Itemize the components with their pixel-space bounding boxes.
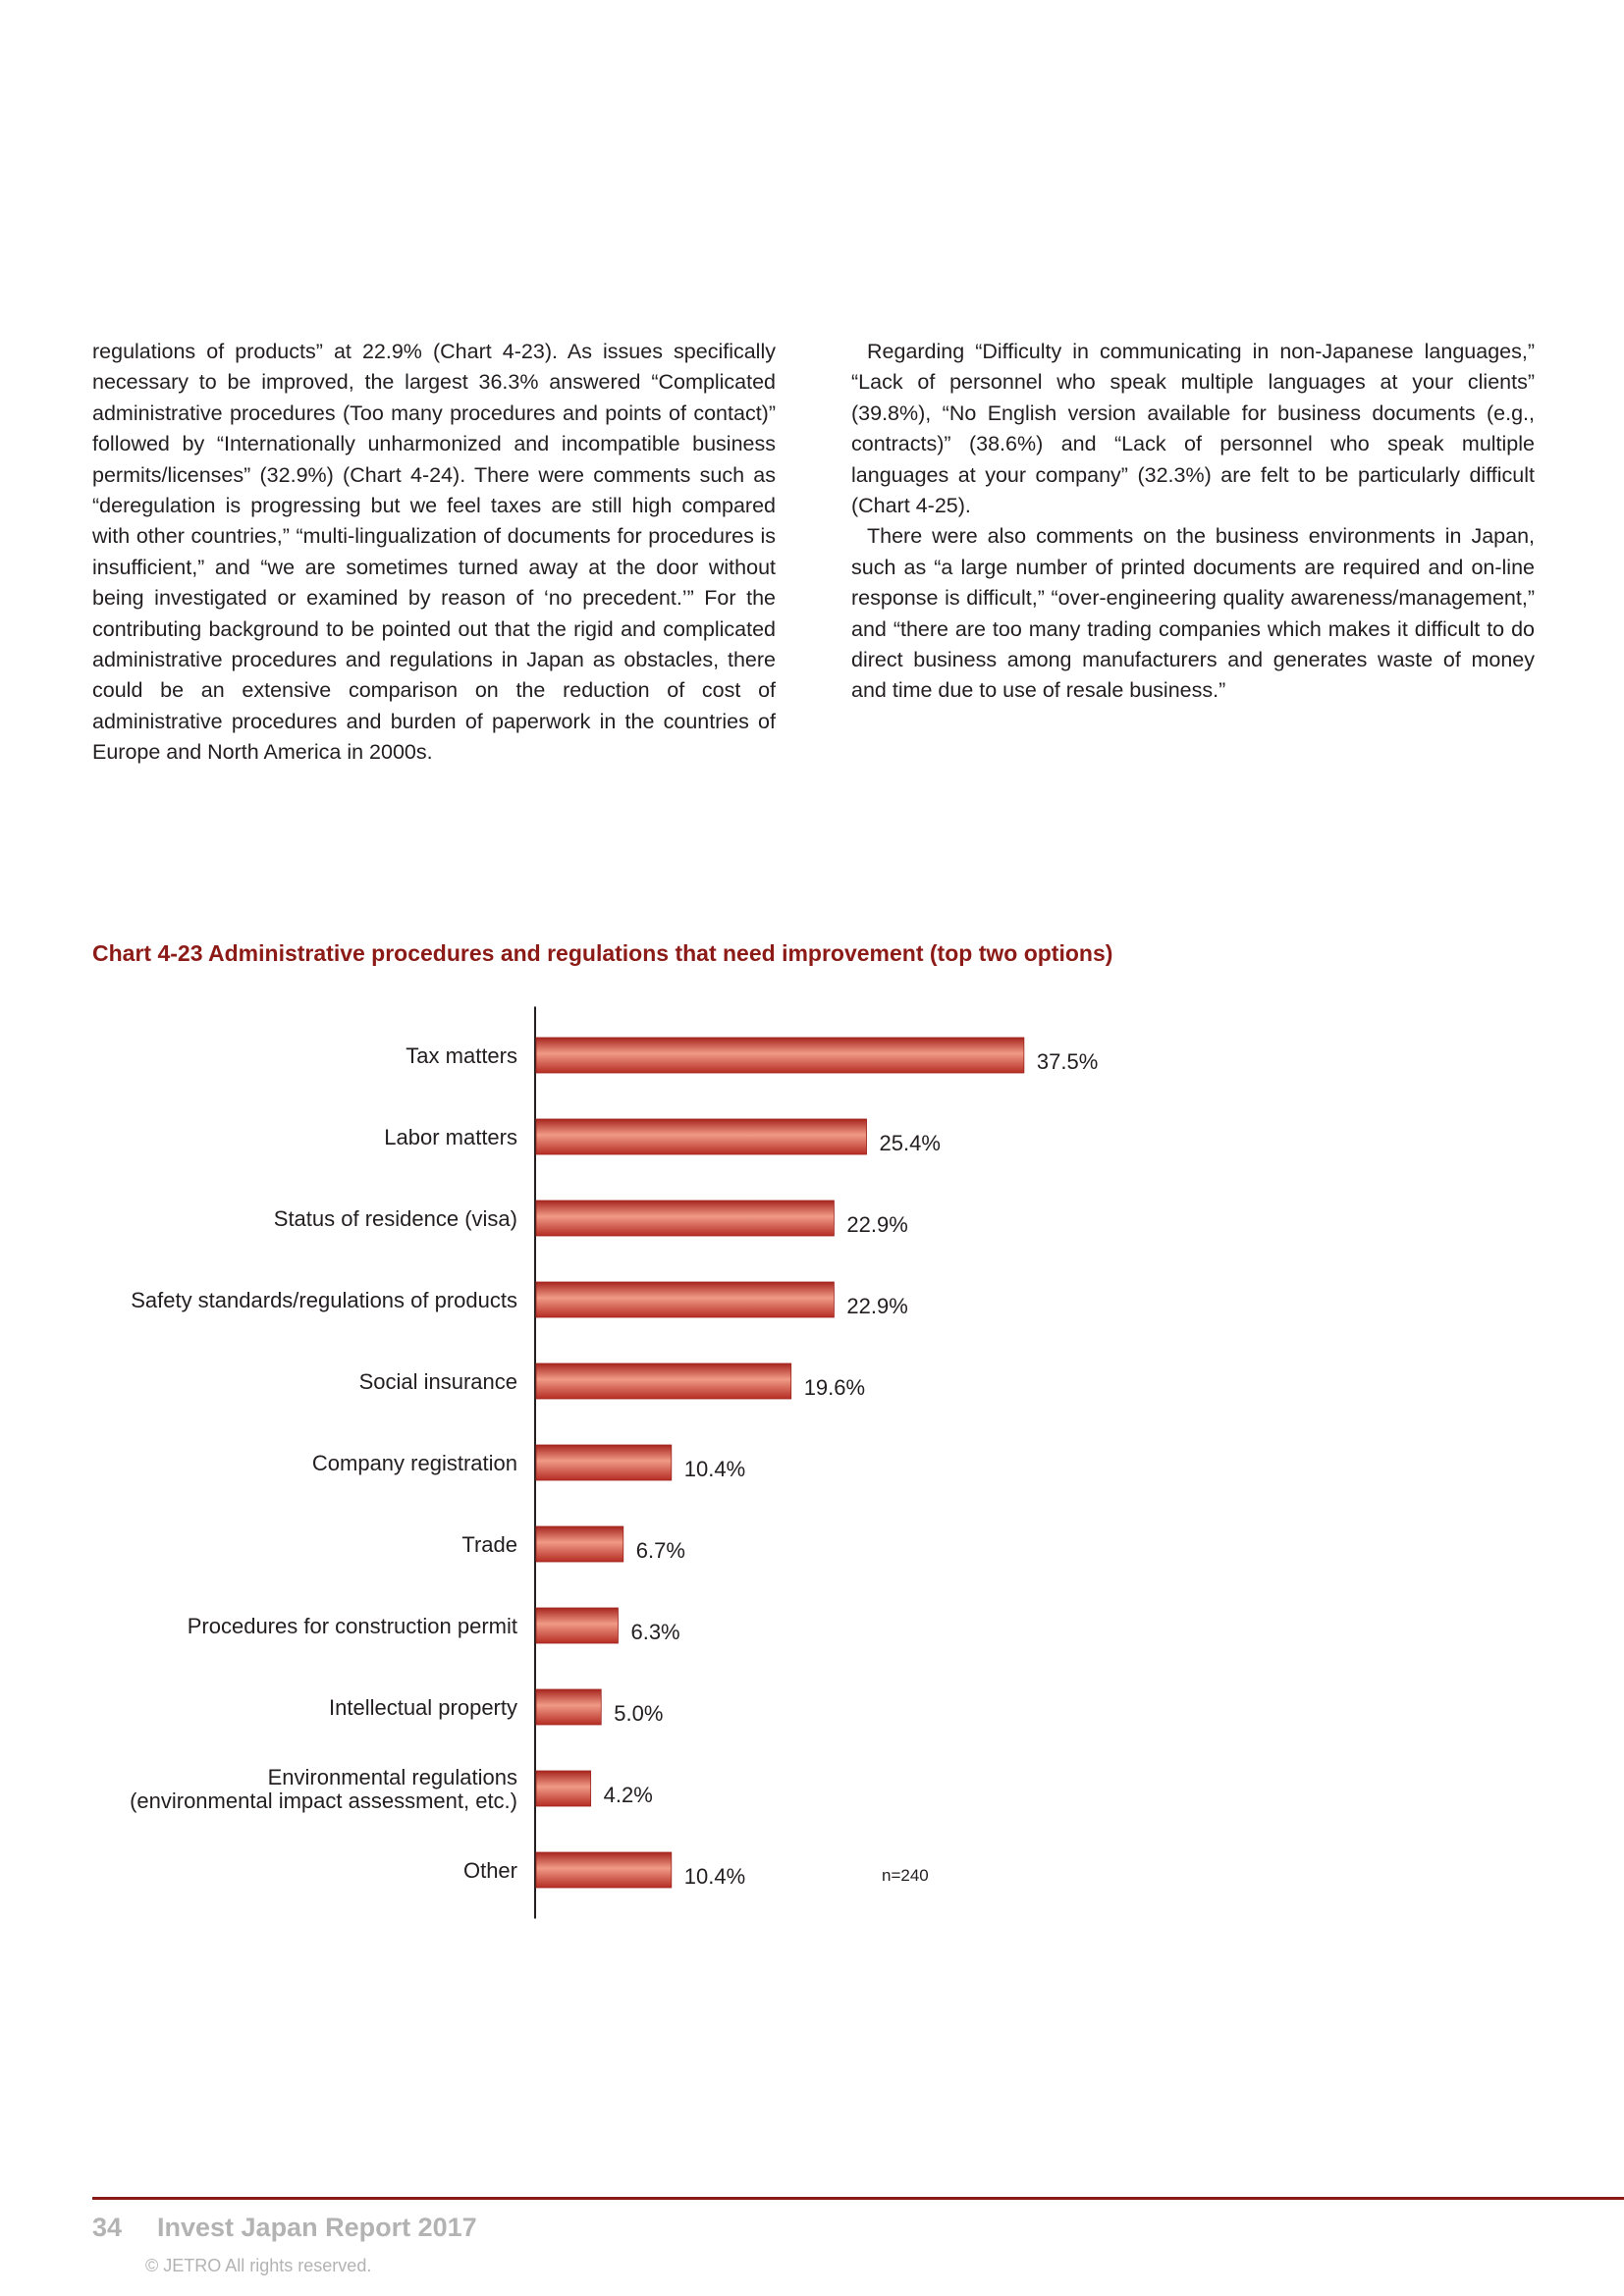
footer-rule xyxy=(92,2197,1624,2200)
category-label-line: Procedures for construction permit xyxy=(187,1614,517,1638)
category-label xyxy=(461,1532,517,1557)
bar xyxy=(536,1852,672,1888)
category-label-line: Trade xyxy=(461,1532,517,1557)
page-number: 34 xyxy=(92,2213,123,2242)
bar xyxy=(536,1201,834,1236)
sample-size-note: n=240 xyxy=(882,1866,929,1885)
bar xyxy=(536,1771,591,1806)
category-label-line: (environmental impact assessment, etc.) xyxy=(130,1789,517,1813)
category-label-line: Other xyxy=(462,1858,517,1883)
value-label: 5.0% xyxy=(614,1701,664,1726)
category-label xyxy=(359,1369,517,1394)
category-label-line: Environmental regulations xyxy=(267,1765,517,1789)
category-label xyxy=(406,1043,517,1068)
value-label: 25.4% xyxy=(879,1131,941,1155)
value-label: 6.3% xyxy=(630,1620,680,1644)
category-label-line: Status of residence (visa) xyxy=(273,1206,517,1231)
category-label xyxy=(188,1614,517,1638)
report-title: Invest Japan Report 2017 xyxy=(157,2213,477,2242)
value-label: 4.2% xyxy=(603,1783,653,1807)
chart-title: Chart 4-23 Administrative procedures and regulations that need improvement (top two options) xyxy=(92,940,1113,966)
category-label xyxy=(384,1125,517,1149)
category-label xyxy=(463,1858,517,1883)
value-label: 19.6% xyxy=(803,1375,866,1400)
value-label: 22.9% xyxy=(846,1212,908,1237)
category-label-line: Social insurance xyxy=(358,1369,517,1394)
bar xyxy=(536,1689,601,1725)
right-paragraph-2: There were also comments on the business environments in Japan, such as “a large number of printed documents are required and on-line response is difficult,” “over-engineering quality awareness/management,” and “there are too many trading companies which makes it difficult to do direct business among manufacturers and generates waste of money and time due to use of resale business.” xyxy=(851,524,1535,703)
left-paragraph-1: regulations of products” at 22.9% (Chart 4-23). As issues specifically necessary to be improved, the largest 36.3% answered “Complicated administrative procedures (Too many procedures and points of contact)” followed by “Internationally unharmonized and incompatible business permits/licenses” (32.9%) (Chart 4-24). There were comments such as “deregulation is progressing but we feel taxes are still high compared with other countries,” “multi-lingualization of documents for procedures is insufficient,” and “we are sometimes turned away at the door without being investigated or examined by reason of ‘no precedent.’” For the contributing background to be pointed out that the rigid and complicated administrative procedures and regulations in Japan as obstacles, there could be an extensive comparison on the reduction of cost of administrative procedures and burden of paperwork in the countries of Europe and North America in 2000s. xyxy=(92,340,776,765)
category-label xyxy=(131,1288,517,1312)
category-label-line: Intellectual property xyxy=(329,1695,517,1720)
copyright-notice: © JETRO All rights reserved. xyxy=(145,2256,372,2275)
category-label-line: Safety standards/regulations of products xyxy=(131,1288,517,1312)
bar xyxy=(536,1526,623,1562)
category-label xyxy=(274,1206,517,1231)
category-label-line: Labor matters xyxy=(384,1125,517,1149)
bar xyxy=(536,1363,791,1399)
bar xyxy=(536,1445,672,1480)
category-label-line: Company registration xyxy=(311,1451,517,1475)
category-label-line: Tax matters xyxy=(406,1043,517,1068)
bar xyxy=(536,1119,867,1154)
value-label: 37.5% xyxy=(1036,1049,1099,1074)
bar xyxy=(536,1038,1024,1073)
value-label: 22.9% xyxy=(846,1294,908,1318)
bar xyxy=(536,1282,834,1317)
value-label: 10.4% xyxy=(683,1457,746,1481)
category-label xyxy=(312,1451,517,1475)
category-label xyxy=(329,1695,517,1720)
right-paragraph-1: Regarding “Difficulty in communicating in non-Japanese languages,” “Lack of personnel who speak multiple languages at your clients” (39.8%), “No English version available for business documents (e.g., contracts)” (38.6%) and “Lack of personnel who speak multiple languages at your company” (32.3%) are felt to be particularly difficult (Chart 4-25). xyxy=(851,340,1535,518)
value-label: 10.4% xyxy=(683,1864,746,1889)
category-label xyxy=(130,1765,517,1813)
bar xyxy=(536,1608,618,1643)
value-label: 6.7% xyxy=(635,1538,685,1563)
